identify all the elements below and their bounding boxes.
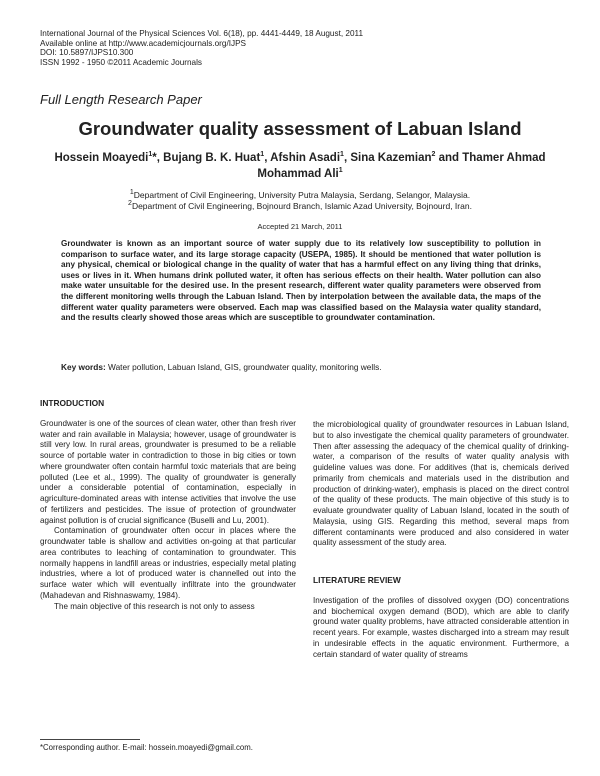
author-name: Hossein Moayedi xyxy=(54,152,149,164)
author-affil-mark: 2 xyxy=(431,151,436,159)
keywords-text: Water pollution, Labuan Island, GIS, groundwater quality, monitoring wells. xyxy=(105,362,382,372)
author-affil-mark: 1 xyxy=(148,151,153,159)
intro-paragraph-3: The main objective of this research is not only to assess xyxy=(54,601,255,611)
issn: ISSN 1992 - 1950 ©2011 Academic Journals xyxy=(40,57,202,67)
affiliation xyxy=(40,201,560,212)
author-name: Bujang B. K. Huat xyxy=(163,152,261,164)
right-column xyxy=(313,420,569,660)
intro-paragraph-3-continued: the microbiological quality of groundwater resources in Labuan Island, but to also investigate the chemical quality parameters of groundwater. Then after assessing the adequacy of the chemical quality of drinking-water, a comparison of the results of water quality analysis with guideline values was done. For additives (that is, chemicals derived primarily from chemicals and materials used in the distribution and production of drinking-water), emphasis is placed on the direct control of the quality of these products. The main objective of this study is to evaluate groundwater quality of Labuan Island, located in the south of Malaysia, using GIS. Regarding this method, several maps from different contaminants were produced and also considered in water quality assessment of the study area. xyxy=(313,420,569,548)
author-affil-mark: 1 xyxy=(340,151,344,159)
author-separator: , xyxy=(156,152,164,164)
corresponding-author-footnote: *Corresponding author. E-mail: hossein.moayedi@gmail.com. xyxy=(40,743,253,752)
journal-citation: International Journal of the Physical Sciences Vol. 6(18), pp. 4441-4449, 18 August, 2011 xyxy=(40,29,364,38)
affiliation-mark: 1 xyxy=(129,189,134,197)
intro-paragraph-2: Contamination of groundwater often occur in places where the groundwater table is shallow and activities on-going at that particular area contributes to leaching of contamination to groundwater. This normally happens in landfill areas or industries, especially metal plating industries, where a lot of produced water is channelled out into the surface water which will eventually infiltrate into the groundwater (Mahadevan and Rishnaswamy, 1984). xyxy=(40,526,296,600)
keywords-label: Key words: xyxy=(61,362,106,372)
paper-type: Full Length Research Paper xyxy=(40,92,202,107)
author-name: Sina Kazemian xyxy=(350,152,432,164)
doi: DOI: 10.5897/IJPS10.300 xyxy=(40,48,134,58)
affiliation-text: Department of Civil Engineering, University Putra Malaysia, Serdang, Selangor, Malaysia. xyxy=(133,190,471,200)
introduction-heading: INTRODUCTION xyxy=(40,398,105,408)
affiliation-mark: 2 xyxy=(128,200,132,208)
online-availability: Available online at http://www.academicjournals.org/IJPS xyxy=(40,38,247,48)
author-separator: , xyxy=(264,152,271,164)
left-column xyxy=(40,398,296,612)
journal-header xyxy=(40,29,560,67)
accepted-date: Accepted 21 March, 2011 xyxy=(257,222,343,231)
author-separator: and xyxy=(435,152,463,164)
affiliations xyxy=(40,190,560,212)
author-affil-mark: 1 xyxy=(260,151,265,159)
author-affil-mark: 1 xyxy=(338,167,343,175)
intro-paragraph-1: Groundwater is one of the sources of clean water, other than fresh river water and rain available in Malaysia; however, usage of groundwater is still very low. In rural areas, groundwater is presumed to be a reliable source of portable water in contradiction to those in big cities or town where groundwater often contain harmful toxic materials that are being polluted (Lee et al., 1999). The quality of groundwater is generally under a considerable potential of contamination, especially in agriculture-dominated areas with intense activities that involve the use of fertilizers and pesticides. The issue of protection of groundwater against pollution is of crucial significance (Buselli and Lu, 2001). xyxy=(40,418,296,525)
keywords xyxy=(61,362,541,372)
author-name: Afshin Asadi xyxy=(270,152,341,164)
corresponding-mark: * xyxy=(152,152,157,164)
literature-review-heading: LITERATURE REVIEW xyxy=(313,575,401,585)
affiliation xyxy=(40,190,560,201)
author-name: Thamer Ahmad Mohammad Ali xyxy=(257,152,546,180)
author-separator: , xyxy=(343,152,351,164)
footnote-divider xyxy=(40,739,140,740)
paper-title: Groundwater quality assessment of Labuan Island xyxy=(78,118,522,139)
abstract: Groundwater is known as an important source of water supply due to its relatively low susceptibility to pollution in comparison to surface water, and its large storage capacity (USEPA, 1985). It should be mentioned that water pollution is any physical, chemical or biological change in the quality of water that has a harmful effect on any living thing that drinks, uses or lives in it. When humans drink polluted water, it often has serious effects on their health. Water pollution can also make water unsuitable for the desired use. In the present research, different water quality parameters were observed from the different monitoring wells through the Labuan Island. Then by interpolation between the available data, the maps of the different water quality parameters were observed. Each map was classified based on the Malaysia water quality standard, and the results clearly showed those areas which are susceptible to groundwater contamination. xyxy=(61,239,541,323)
affiliation-text: Department of Civil Engineering, Bojnourd Branch, Islamic Azad University, Bojnourd, Iran. xyxy=(131,201,472,211)
literature-paragraph-1: Investigation of the profiles of dissolved oxygen (DO) concentrations and biochemical oxygen demand (BOD), which are able to clarify ground water quality problems, have attracted considerable attention in recent years. For example, wastes discharged into a stream may result in undesirable effects in the aquatic environment. Furthermore, a certain standard of water quality of streams xyxy=(313,595,569,659)
author-list xyxy=(40,150,560,182)
